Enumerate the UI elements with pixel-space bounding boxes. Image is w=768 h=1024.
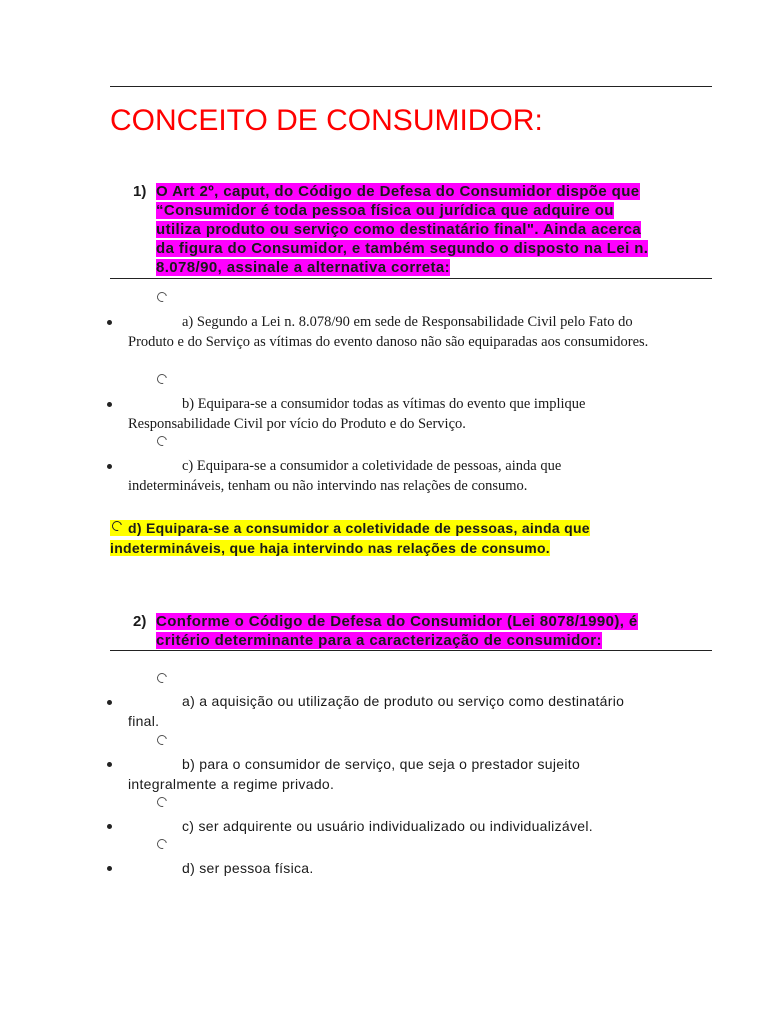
option-1a-radio-icon[interactable] (155, 290, 169, 304)
option-1b[interactable] (128, 394, 698, 434)
question-2-line: Conforme o Código de Defesa do Consumidor (Lei 8078/1990), é (156, 613, 638, 630)
question-1-text (156, 182, 648, 277)
question-2-number: 2) (133, 613, 147, 630)
option-2b-text: b) para o consumidor de serviço, que seja o prestador sujeito (182, 756, 581, 772)
option-2c-text: c) ser adquirente ou usuário individualizado ou individualizável. (182, 818, 593, 834)
option-1d-cont: indetermináveis, que haja intervindo nas relações de consumo. (110, 540, 550, 556)
question-1-line: “Consumidor é toda pessoa física ou jurídica que adquire ou (156, 202, 614, 219)
option-1b-cont: Responsabilidade Civil por vício do Produto e do Serviço. (128, 416, 466, 432)
question-1-line: da figura do Consumidor, e também segundo o disposto na Lei n. (156, 240, 649, 257)
option-1a-cont: Produto e do Serviço as vítimas do evento danoso não são equiparadas aos consumidores. (128, 334, 649, 350)
option-2d[interactable] (128, 858, 698, 878)
bullet-icon (107, 700, 112, 705)
option-1a-text: a) Segundo a Lei n. 8.078/90 em sede de Responsabilidade Civil pelo Fato do (182, 314, 633, 330)
option-1d-answer[interactable] (110, 518, 590, 558)
question-1-line: utiliza produto ou serviço como destinatário final". Ainda acerca (156, 221, 642, 238)
page-title: CONCEITO DE CONSUMIDOR: (110, 104, 543, 137)
option-2a-cont: final. (128, 713, 160, 729)
option-2b-cont: integralmente a regime privado. (128, 776, 335, 792)
option-2d-radio-icon[interactable] (155, 837, 169, 851)
option-2b-radio-icon[interactable] (155, 733, 169, 747)
option-2a-text: a) a aquisição ou utilização de produto ou serviço como destinatário (182, 693, 625, 709)
option-1c-radio-icon[interactable] (155, 434, 169, 448)
question-1-number: 1) (133, 183, 147, 200)
bullet-icon (107, 464, 112, 469)
question-1-line: 8.078/90, assinale a alternativa correta: (156, 259, 451, 276)
option-1b-radio-icon[interactable] (155, 372, 169, 386)
question-1-line: O Art 2º, caput, do Código de Defesa do Consumidor dispõe que (156, 183, 640, 200)
option-2b[interactable] (128, 754, 698, 794)
option-1c-text: c) Equipara-se a consumidor a coletividade de pessoas, ainda que (182, 458, 562, 474)
option-2a[interactable] (128, 691, 698, 731)
option-1d-radio-icon[interactable] (110, 519, 124, 533)
option-1c[interactable] (128, 456, 698, 496)
bullet-icon (107, 866, 112, 871)
question-2-text (156, 612, 638, 650)
question-2-line: critério determinante para a caracterização de consumidor: (156, 632, 602, 649)
option-2a-radio-icon[interactable] (155, 671, 169, 685)
bullet-icon (107, 824, 112, 829)
option-2d-text: d) ser pessoa física. (182, 860, 314, 876)
top-divider (110, 86, 712, 87)
option-2c-radio-icon[interactable] (155, 795, 169, 809)
option-1d-text: d) Equipara-se a consumidor a coletividade de pessoas, ainda que (128, 520, 590, 536)
question-2-divider (110, 650, 712, 651)
option-1c-cont: indetermináveis, tenham ou não intervindo nas relações de consumo. (128, 478, 528, 494)
bullet-icon (107, 402, 112, 407)
option-1b-text: b) Equipara-se a consumidor todas as vítimas do evento que implique (182, 396, 586, 412)
option-2c[interactable] (128, 816, 698, 836)
bullet-icon (107, 762, 112, 767)
bullet-icon (107, 320, 112, 325)
question-1-divider (110, 278, 712, 279)
option-1a[interactable] (128, 312, 698, 352)
